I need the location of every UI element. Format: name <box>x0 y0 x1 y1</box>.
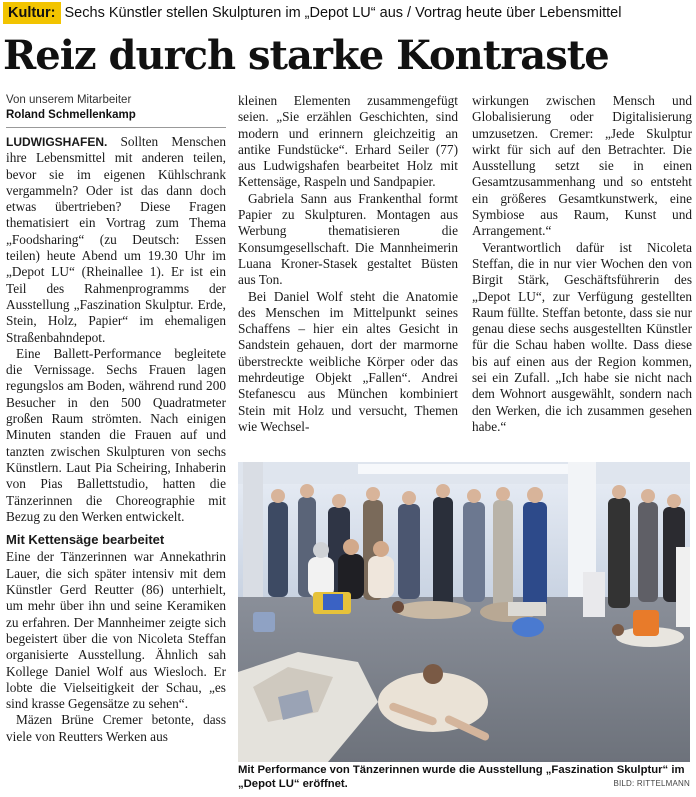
article-paragraph: Verantwortlich dafür ist Nicoleta Steffan, die in nur vier Wochen den von Birgit Stärk, Geschäftsführerin des „Depot LU“, zur Verfügung gestellten Raum füllte. Steffan betonte, dass sie nur genau diese sechs ausgestellten Künstler für die Schau haben wollte. Dass diese bis auf einen aus der Region kommen, sei ein Zufall. „Ich habe sie nicht nach dem Wohnort ausgewählt, sondern nach den Werken, die ich zusammen gesehen habe.“ <box>472 239 692 434</box>
article-paragraph <box>6 134 226 346</box>
byline-author: Roland Schmellenkamp <box>6 108 226 128</box>
caption-text: Mit Performance von Tänzerinnen wurde die Ausstellung „Faszination Skulptur“ im „Depot LU“ eröffnet. <box>238 764 685 790</box>
article-paragraph: wirkungen zwischen Mensch und Globalisierung oder Digitalisierung umzusetzen. Cremer: „Jede Skulptur wirkt für sich auf den Betrachter. Die Ausstellung setzt sie in einen Gesamtzusammenhang und so entsteht ein größeres Gesamtkunstwerk, eine Symbiose aus Raum, Kunst und Arrangement.“ <box>472 93 692 239</box>
article-column-2 <box>238 93 458 435</box>
performance-photo-illustration <box>238 462 690 762</box>
article-photo <box>238 462 690 762</box>
subheading: Mit Kettensäge bearbeitet <box>6 532 165 548</box>
photo-caption <box>238 763 690 791</box>
article-column-1 <box>6 93 226 745</box>
article-paragraph: kleinen Elementen zusammengefügt seien. „Sie erzählen Geschichten, sind modern und erinnern gleichzeitig an antike Fundstücke“. Erhard Seiler (77) aus Ludwigshafen bearbeitet Holz mit Kettensäge, Raspeln und Sandpapier. <box>238 93 458 190</box>
section-tag: Kultur: <box>3 2 61 24</box>
dateline: LUDWIGSHAFEN. <box>6 135 108 149</box>
article-paragraph: Eine der Tänzerinnen war Annekathrin Lauer, die sich später intensiv mit dem Künstler Gerd Reutter (86) unterhielt, um mehr über ihn und seine Keramiken zu erfahren. Der Mannheimer zeigte sich begeistert über die von Nicoleta Steffan organisierte Ausstellung. Ähnlich sah Kollege Daniel Wolf aus Wiesloch. Er lobte die Vielseitigkeit der Schau, „es sind krasse Gegensätze zu sehen“. <box>6 549 226 712</box>
article-paragraph: Gabriela Sann aus Frankenthal formt Papier zu Skulpturen. Montagen aus Werbung thematisieren die Konsumgesellschaft. Die Mannheimerin Luana Kroner-Stasek gestaltet Büsten aus Ton. <box>238 190 458 288</box>
rubric-text: Sechs Künstler stellen Skulpturen im „Depot LU“ aus / Vortrag heute über Lebensmittel <box>64 5 622 21</box>
photo-credit: BILD: RITTELMANN <box>613 779 690 788</box>
article-paragraph: Bei Daniel Wolf steht die Anatomie des Menschen im Mittelpunkt seines Schaffens – hier ein altes Gesicht in Sandstein gehauen, dort der marmorne überstreckte weibliche Körper oder das mehrdeutige Objekt „Fallen“. Andrei Stefanescu aus München kombiniert Stein mit Holz und versucht, Themen wie Wechsel- <box>238 288 458 434</box>
headline: Reiz durch starke Kontraste <box>3 32 609 79</box>
paragraph-text: Sollten Menschen ihre Lebensmittel mit anderen teilen, bevor sie im eigenen Kühlschrank vergammeln? Oder ist das dann doch etwas übertrieben? Diese Fragen thematisiert ein Vortrag zum Thema „Foodsharing“ (zu Deutsch: Essen teilen) heute Abend um 19.30 Uhr im „Depot LU“ (Rheinallee 1). Er ist ein Teil des Rahmenprogramms der Ausstellung „Faszination Skulptur. Erde, Stein, Holz, Papier“ im ehemaligen Straßenbahndepot. <box>6 134 226 345</box>
byline <box>6 93 226 128</box>
article-paragraph: Eine Ballett-Performance begleitete die Vernissage. Sechs Frauen lagen regungslos am Boden, während rund 200 Besucher in den 500 Quadratmeter großen Raum strömten. Nach einigen Minuten standen die Frauen auf und tanzten zwischen Skulpturen von sechs Künstlern. Laut Pia Scheiring, Inhaberin von Pias Ballettstudio, hatten die Tänzerinnen die Choreographie mit Bezug zu den Werken entwickelt. <box>6 345 226 524</box>
article-paragraph: Mäzen Brüne Cremer betonte, dass viele von Reutters Werken aus <box>6 712 226 744</box>
byline-prefix: Von unserem Mitarbeiter <box>6 94 132 106</box>
article-column-3 <box>472 93 692 435</box>
rubric-bar <box>3 2 693 26</box>
